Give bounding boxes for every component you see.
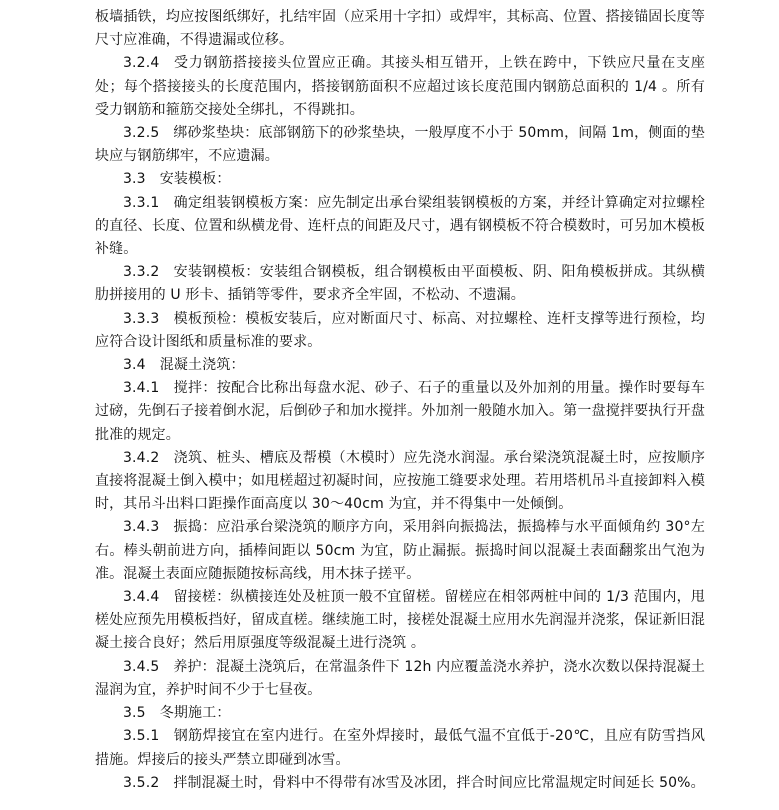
paragraph-text: 模板预检：模板安装后，应对断面尺寸、标高、对拉螺栓、连杆支撑等进行预检，均应符合设计图纸和质量标准的要求。 bbox=[95, 310, 705, 350]
heading-3-5 bbox=[95, 702, 705, 725]
section-number: 3.3.1 bbox=[123, 194, 160, 211]
paragraph-text: 受力钢筋搭接接头位置应正确。其接头相互错开，上铁在跨中，下铁应尺量在支座处；每个搭接接头的长度范围内，搭接钢筋面积不应超过该长度范围内钢筋总面积的 1/4 。所有受力钢筋和箍筋交接处全绑扎，不得跳扣。 bbox=[95, 55, 705, 118]
paragraph-3-5-2 bbox=[95, 772, 705, 795]
section-number: 3.2.4 bbox=[123, 55, 160, 72]
section-heading: 安装模板： bbox=[159, 171, 231, 188]
paragraph-3-4-4 bbox=[95, 586, 705, 656]
paragraph-text: 养护：混凝土浇筑后，在常温条件下 12h 内应覆盖浇水养护，浇水次数以保持混凝土湿润为宜，养护时间不少于七昼夜。 bbox=[95, 658, 705, 698]
paragraph-3-5-1 bbox=[95, 725, 705, 771]
paragraph-text: 浇筑、桩头、槽底及帮模（木模时）应先浇水润湿。承台梁浇筑混凝土时，应按顺序直接将混凝土倒入模中；如甩槎超过初凝时间，应按施工缝要求处理。若用塔机吊斗直接卸料入模时，其吊斗出料口距操作面高度以 30～40cm 为宜，并不得集中一处倾倒。 bbox=[95, 449, 705, 513]
section-number: 3.3 bbox=[123, 171, 146, 188]
section-number: 3.4.5 bbox=[123, 658, 160, 675]
heading-3-3 bbox=[95, 168, 705, 191]
section-number: 3.4.1 bbox=[123, 380, 160, 397]
paragraph-text: 安装钢模板：安装组合钢模板，组合钢模板由平面模板、阴、阳角模板拼成。其纵横肋拼接用的 U 形卡、插销等零件，要求齐全牢固，不松动、不遗漏。 bbox=[95, 264, 705, 304]
paragraph-text: 振捣：应沿承台梁浇筑的顺序方向，采用斜向振捣法，振捣棒与水平面倾角约 30°左右。棒头朝前进方向，插棒间距以 50cm 为宜，防止漏振。振捣时间以混凝土表面翻浆出气泡为准。混凝土表面应随振随按标高线，用木抹子搓平。 bbox=[95, 519, 705, 582]
section-number: 3.3.3 bbox=[123, 310, 160, 327]
section-number: 3.5.1 bbox=[123, 728, 160, 745]
paragraph-text: 留接槎：纵横接连处及桩顶一般不宜留槎。留槎应在相邻两桩中间的 1/3 范围内，甩槎处应预先用模板挡好，留成直槎。继续施工时，接槎处混凝土应用水先润湿并浇浆，保证新旧混凝土接合良好；然后用原强度等级混凝土进行浇筑 。 bbox=[95, 589, 705, 652]
section-heading: 冬期施工： bbox=[159, 705, 231, 722]
paragraph-text: 确定组装钢模板方案：应先制定出承台梁组装钢模板的方案，并经计算确定对拉螺栓的直径、长度、位置和纵横龙骨、连杆点的间距及尺寸，遇有钢模板不符合模数时，可另加木模板补缝。 bbox=[95, 194, 705, 258]
paragraph-text: 绑砂浆垫块：底部钢筋下的砂浆垫块，一般厚度不小于 50mm，间隔 1m，侧面的垫块应与钢筋绑牢，不应遗漏。 bbox=[95, 125, 705, 165]
heading-3-4 bbox=[95, 354, 705, 377]
paragraph-text: 拌制混凝土时，骨料中不得带有冰雪及冰团，拌合时间应比常温规定时间延长 50%。 bbox=[173, 774, 705, 791]
section-number: 3.3.2 bbox=[123, 264, 160, 281]
paragraph-3-4-1 bbox=[95, 377, 705, 447]
paragraph-text: 钢筋焊接宜在室内进行。在室外焊接时，最低气温不宜低于-20℃，且应有防雪挡风措施。焊接后的接头严禁立即碰到冰雪。 bbox=[95, 728, 705, 768]
paragraph-3-3-2 bbox=[95, 261, 705, 307]
section-number: 3.4.3 bbox=[123, 519, 160, 536]
paragraph-3-4-3 bbox=[95, 516, 705, 586]
paragraph-text: 搅拌：按配合比称出每盘水泥、砂子、石子的重量以及外加剂的用量。操作时要每车过磅，先倒石子接着倒水泥，后倒砂子和加水搅拌。外加剂一般随水加入。第一盘搅拌要执行开盘批准的规定。 bbox=[95, 380, 705, 443]
section-heading: 混凝土浇筑： bbox=[159, 357, 245, 374]
paragraph-3-4-5 bbox=[95, 656, 705, 702]
section-number: 3.4.2 bbox=[123, 449, 160, 466]
paragraph-3-4-2 bbox=[95, 447, 705, 517]
paragraph-3-3-3 bbox=[95, 308, 705, 354]
section-number: 3.4 bbox=[123, 357, 146, 374]
section-number: 3.4.4 bbox=[123, 589, 160, 606]
paragraph-3-3-1 bbox=[95, 192, 705, 262]
section-number: 3.5 bbox=[123, 705, 146, 722]
section-number: 3.5.2 bbox=[123, 774, 160, 791]
paragraph-text: 板墙插铁，均应按图纸绑好，扎结牢固（应采用十字扣）或焊牢，其标高、位置、搭接锚固长度等尺寸应准确，不得遗漏或位移。 bbox=[95, 9, 705, 49]
paragraph-3-2-5 bbox=[95, 122, 705, 168]
paragraph-intro bbox=[95, 6, 705, 52]
paragraph-3-2-4 bbox=[95, 52, 705, 122]
section-number: 3.2.5 bbox=[123, 125, 160, 142]
